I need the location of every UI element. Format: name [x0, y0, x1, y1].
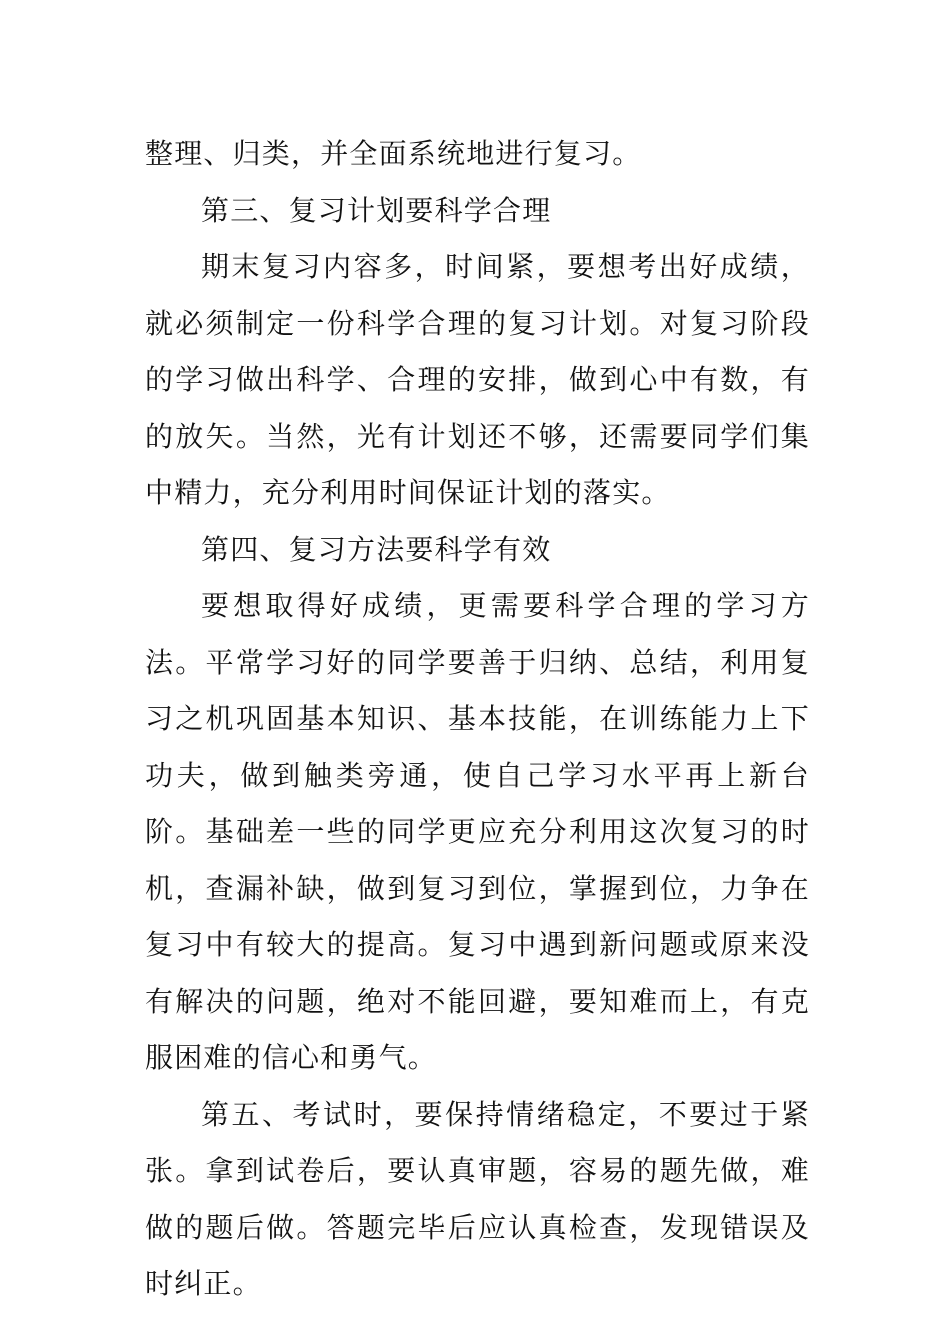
- paragraph-continuation: 整理、归类，并全面系统地进行复习。: [145, 137, 642, 170]
- paragraph-review-method: 要想取得好成绩，更需要科学合理的学习方法。平常学习好的同学要善于归纳、总结，利用复习之机巩固基本知识、基本技能，在训练能力上下功夫，做到触类旁通，使自己学习水平再上新台阶。基础差一些的同学更应充分利用这次复习的时机，查漏补缺，做到复习到位，掌握到位，力争在复习中有较大的提高。复习中遇到新问题或原来没有解决的问题，绝对不能回避，要知难而上，有克服困难的信心和勇气。: [145, 589, 810, 1074]
- document-body: [145, 126, 810, 1313]
- heading-fourth-point: 第四、复习方法要科学有效: [201, 532, 552, 566]
- paragraph-review-plan: 期末复习内容多，时间紧，要想考出好成绩，就必须制定一份科学合理的复习计划。对复习阶段的学习做出科学、合理的安排，做到心中有数，有的放矢。当然，光有计划还不够，还需要同学们集中精力，充分利用时间保证计划的落实。: [145, 250, 810, 509]
- heading-third-point: 第三、复习计划要科学合理: [201, 193, 552, 227]
- paragraph-fifth-point: 第五、考试时，要保持情绪稳定，不要过于紧张。拿到试卷后，要认真审题，容易的题先做，难做的题后做。答题完毕后应认真检查，发现错误及时纠正。: [145, 1097, 810, 1300]
